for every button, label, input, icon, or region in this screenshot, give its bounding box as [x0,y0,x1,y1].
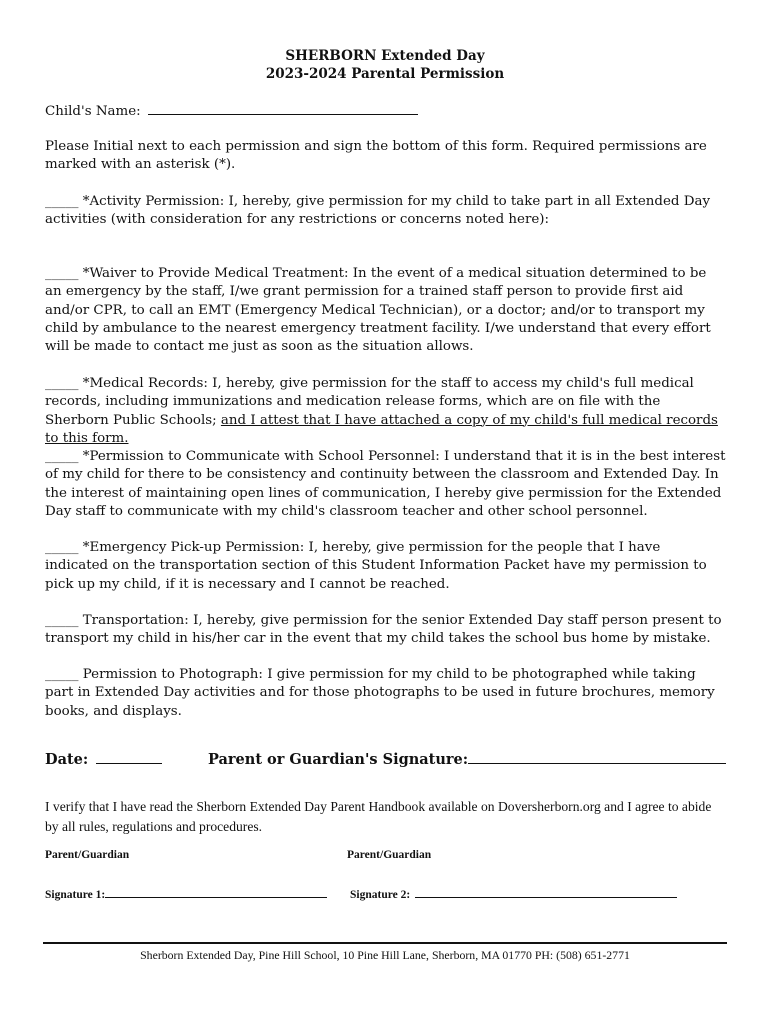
child-name-label: Child's Name: [45,104,141,119]
permission-text: Permission to Photograph: I give permission for my child to be photographed while taking part in Extended Day activities and for those photographs to be used in future brochures, memory books, and displays. [45,667,715,719]
date-row [45,750,162,768]
parent-signature-row [208,750,726,768]
parent-signature-label: Parent or Guardian's Signature: [208,751,469,768]
child-name-field[interactable] [148,101,418,115]
child-name-row [45,101,418,119]
permission-text: *Activity Permission: I, hereby, give permission for my child to take part in all Extended Day activities (with consideration for any restrictions or concerns noted here): [45,194,711,228]
signature1-row [45,884,327,901]
form-subtitle: 2023-2024 Parental Permission [265,66,505,82]
permission-communicate [45,448,727,521]
parent1-label: Parent/Guardian [45,849,130,861]
signature1-field[interactable] [105,884,327,898]
permission-transportation [45,612,727,649]
parent2-label: Parent/Guardian [347,849,432,861]
parent-signature-field[interactable] [468,750,726,764]
initial-blank[interactable]: _____ [45,667,79,682]
permission-activity [45,193,727,230]
attestation-underlined-text: and I attest that I have attached a copy of my child's full medical records to this form. [45,412,718,446]
footer-divider [43,942,727,944]
initial-blank[interactable]: _____ [45,540,79,555]
permission-photograph [45,666,727,721]
permission-text: *Emergency Pick-up Permission: I, hereby, give permission for the people that I have indicated on the transportation section of this Student Information Packet have my permission to pick up my child, if it is necessary and I cannot be reached. [45,540,707,592]
form-title: SHERBORN Extended Day [285,48,485,64]
signature2-field[interactable] [415,884,677,898]
initial-blank[interactable]: _____ [45,449,79,464]
permission-text: Transportation: I, hereby, give permission for the senior Extended Day staff person present to transport my child in his/her car in the event that my child takes the school bus home by mistake. [45,613,722,647]
signature2-label: Signature 2: [350,889,411,901]
instructions-text: Please Initial next to each permission and sign the bottom of this form. Required permissions are marked with an asterisk (*). [45,139,707,173]
permission-medical-treatment [45,265,727,356]
footer-address: Sherborn Extended Day, Pine Hill School, 10 Pine Hill Lane, Sherborn, MA 01770 PH: (508) 651-2771 [140,948,630,962]
permission-text: *Waiver to Provide Medical Treatment: In the event of a medical situation determined to be an emergency by the staff, I/we grant permission for a trained staff person to provide first aid and/or CPR, to call an EMT (Emergency Medical Technician), or a doctor; and/or to transport my child by ambulance to the nearest emergency treatment facility. I/we understand that every effort will be made to contact me just as soon as the situation allows. [45,266,711,355]
permission-medical-records [45,375,727,448]
initial-blank[interactable]: _____ [45,376,79,391]
initial-blank[interactable]: _____ [45,613,79,628]
signature1-label: Signature 1: [45,889,106,901]
date-label: Date: [45,751,89,768]
permission-text: *Permission to Communicate with School Personnel: I understand that it is in the best interest of my child for there to be consistency and continuity between the classroom and Extended Day. In the interest of maintaining open lines of communication, I hereby give permission for the Extended Day staff to communicate with my child's classroom teacher and other school personnel. [45,449,726,519]
permission-text: *Medical Records: I, hereby, give permission for the staff to access my child's full medical records, including immunizations and medication release forms, which are on file with the Sherborn Public Schools; [45,376,694,428]
initial-blank[interactable]: _____ [45,266,79,281]
permission-emergency-pickup [45,539,727,594]
verify-statement: I verify that I have read the Sherborn Extended Day Parent Handbook available on Doversherborn.org and I agree to abide by all rules, regulations and procedures. [45,799,712,834]
date-field[interactable] [96,750,162,764]
signature2-row [350,884,677,901]
initial-blank[interactable]: _____ [45,194,79,209]
